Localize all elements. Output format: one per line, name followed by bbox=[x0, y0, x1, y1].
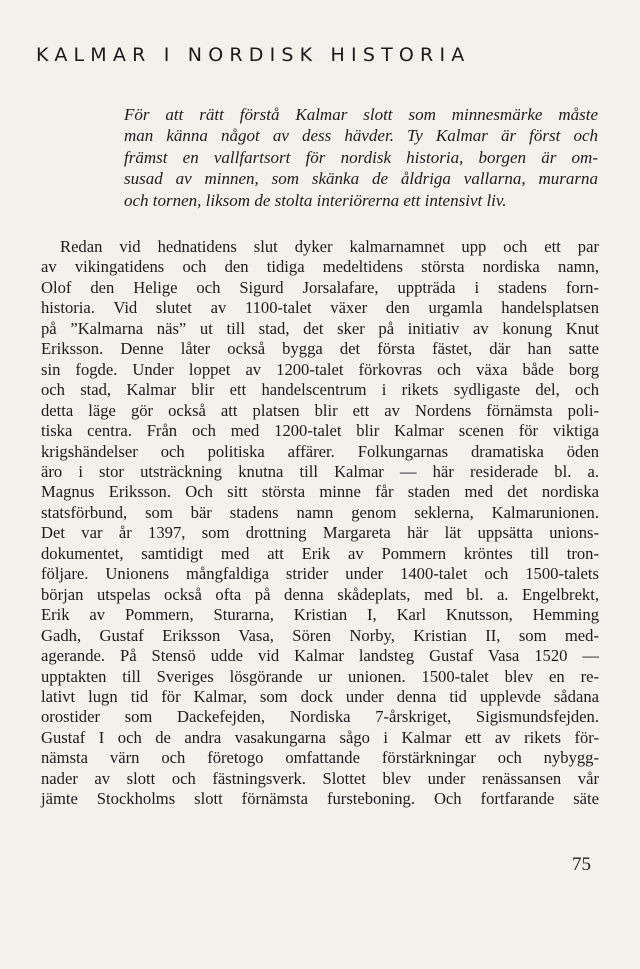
body-line: följare. Unionens mångfaldiga strider under 1400-talet och 1500-talets bbox=[41, 564, 599, 584]
body-line: Gustaf I och de andra vasakungarna sågo i Kalmar ett av rikets för- bbox=[41, 727, 599, 747]
body-line: agerande. På Stensö udde vid Kalmar landsteg Gustaf Vasa 1520 — bbox=[41, 646, 599, 666]
intro-paragraph bbox=[124, 104, 598, 211]
body-line: nader av slott och fästningsverk. Slottet blev under renässansen vår bbox=[41, 768, 599, 788]
body-line: detta läge gör också att platsen blir ett av Nordens förnämsta poli- bbox=[41, 400, 599, 420]
body-line: nämsta värn och företogo omfattande förstärkningar och nybygg- bbox=[41, 748, 599, 768]
intro-line: susad av minnen, som skänka de åldriga vallarna, murarna bbox=[124, 169, 598, 189]
body-line: Eriksson. Denne låter också bygga det första fästet, där han satte bbox=[41, 339, 599, 359]
body-line: krigshändelser och politiska affärer. Folkungarnas dramatiska öden bbox=[41, 441, 599, 461]
body-line: och stad, Kalmar blir ett handelscentrum i rikets sydligaste del, och bbox=[41, 380, 599, 400]
body-line: lativt lugn tid för Kalmar, som dock under denna tid upplevde sådana bbox=[41, 686, 599, 706]
body-line: Magnus Eriksson. Och sitt största minne får staden med det nordiska bbox=[41, 482, 599, 502]
body-line: Gadh, Gustaf Eriksson Vasa, Sören Norby, Kristian II, som med- bbox=[41, 625, 599, 645]
body-line: historia. Vid slutet av 1100-talet växer den urgamla handelsplatsen bbox=[41, 298, 599, 318]
body-line: början utspelas också ofta på denna skådeplats, med bl. a. Engelbrekt, bbox=[41, 584, 599, 604]
body-line: statsförbund, som bär stadens namn genom seklerna, Kalmarunionen. bbox=[41, 502, 599, 522]
intro-line: man känna något av dess hävder. Ty Kalmar är först och bbox=[124, 126, 598, 146]
body-line: på ”Kalmarna näs” ut till stad, det sker på initiativ av konung Knut bbox=[41, 318, 599, 338]
body-line: sin fogde. Under loppet av 1200-talet förkovras och växa både borg bbox=[41, 359, 599, 379]
body-line: tiska centra. Från och med 1200-talet blir Kalmar scenen för viktiga bbox=[41, 421, 599, 441]
body-line: Erik av Pommern, Sturarna, Kristian I, Karl Knutsson, Hemming bbox=[41, 605, 599, 625]
page-number: 75 bbox=[572, 854, 591, 875]
intro-line: främst en vallfartsort för nordisk historia, borgen är om- bbox=[124, 147, 598, 167]
body-line: upptakten till Sveriges lösgörande ur unionen. 1500-talet blev en re- bbox=[41, 666, 599, 686]
body-paragraph bbox=[41, 237, 599, 810]
intro-line: och tornen, liksom de stolta interiörerna ett intensivt liv. bbox=[124, 190, 507, 210]
body-line: av vikingatidens och den tidiga medeltidens största nordiska namn, bbox=[41, 257, 599, 277]
body-line: jämte Stockholms slott förnämsta fursteboning. Och fortfarande säte bbox=[41, 789, 599, 809]
body-line: äro i stor utsträckning knutna till Kalmar — här residerade bl. a. bbox=[41, 461, 599, 481]
body-line: Det var år 1397, som drottning Margareta här lät uppsätta unions- bbox=[41, 523, 599, 543]
body-line: Olof den Helige och Sigurd Jorsalafare, uppträda i stadens forn- bbox=[41, 277, 599, 297]
intro-line: För att rätt förstå Kalmar slott som minnesmärke måste bbox=[124, 105, 598, 124]
body-line: dokumentet, samtidigt med att Erik av Pommern kröntes till tron- bbox=[41, 543, 599, 563]
body-line: Redan vid hednatidens slut dyker kalmarnamnet upp och ett par bbox=[60, 237, 599, 256]
body-line: orostider som Dackefejden, Nordiska 7-årskriget, Sigismundsfejden. bbox=[41, 707, 599, 727]
running-head: KALMAR I NORDISK HISTORIA bbox=[36, 44, 471, 66]
